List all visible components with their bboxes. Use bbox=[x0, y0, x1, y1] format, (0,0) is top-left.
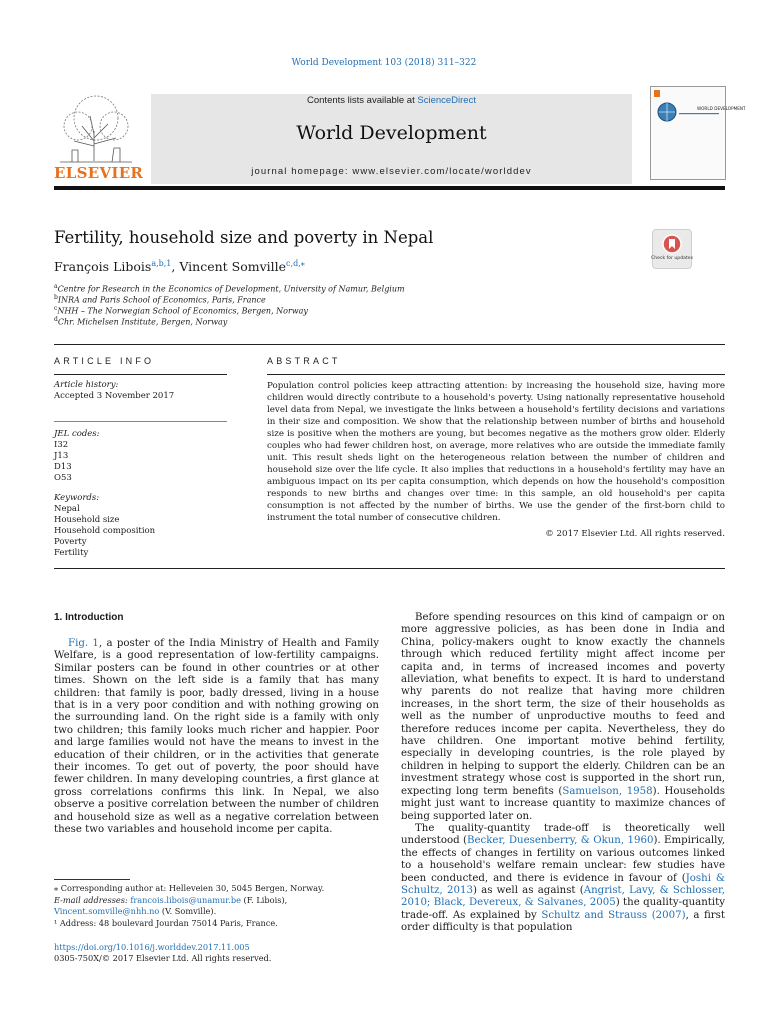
jel-code: I32 bbox=[54, 440, 69, 450]
text-run: Before spending resources on this kind of campaign or on more aggressive policies, as has been done in India and China, policy-makers ought to know exactly the channels through which reduced fertility might affect income per capita and, in terms of increased incomes and poverty alleviation, what benefits to expect. It is hard to understand why parents do not realize that having more children increases, in the short term, the size of their households as well as the number of unproductive mouths to feed and therefore reduces income per capita. Nevertheless, they do have children. One important motive behind fertility, especially in developing countries, is the role played by children in helping to support the elderly. Children can be an investment strategy whose cost is supported in the short run, expecting long term benefits ( bbox=[401, 612, 725, 797]
footnote-rule bbox=[54, 879, 130, 880]
journal-homepage[interactable]: journal homepage: www.elsevier.com/locate/worlddev bbox=[251, 166, 532, 177]
keyword: Household size bbox=[54, 515, 120, 525]
cover-title: WORLD DEVELOPMENT bbox=[697, 106, 746, 111]
sciencedirect-link[interactable]: ScienceDirect bbox=[417, 95, 476, 106]
doi-text[interactable]: https://doi.org/10.1016/j.worlddev.2017.11.005 bbox=[54, 942, 250, 952]
email-label: E-mail addresses: bbox=[54, 895, 131, 905]
text-run: ) the quality-quantity trade-off. As explained by bbox=[401, 897, 725, 921]
introduction-heading: 1. Introduction bbox=[54, 612, 124, 623]
author-libois[interactable]: François Libois bbox=[54, 259, 152, 275]
article-info-heading: ARTICLE INFO bbox=[54, 356, 155, 366]
becker-citation-link[interactable]: Becker, Duesenberry, & Okun, 1960 bbox=[467, 835, 654, 847]
fig1-link[interactable]: Fig. 1 bbox=[68, 638, 99, 649]
jel-code: O53 bbox=[54, 473, 72, 483]
check-for-updates-badge[interactable] bbox=[652, 229, 692, 269]
address-note: ¹ Address: 48 boulevard Jourdan 75014 Paris, France. bbox=[54, 918, 278, 928]
affil-text: Chr. Michelsen Institute, Bergen, Norway bbox=[57, 317, 228, 327]
doi-link[interactable] bbox=[54, 942, 250, 953]
affiliation-a bbox=[54, 283, 405, 294]
affiliation-b bbox=[54, 294, 266, 305]
email-owner: (F. Libois), bbox=[240, 895, 288, 905]
crossmark-label: Check for updates bbox=[651, 256, 693, 261]
intro-right-column bbox=[401, 612, 725, 935]
journal-name: World Development bbox=[296, 122, 487, 144]
jel-codes bbox=[54, 429, 100, 484]
history-label: Article history: bbox=[54, 380, 119, 390]
keyword: Nepal bbox=[54, 504, 80, 514]
affil-text: Centre for Research in the Economics of Development, University of Namur, Belgium bbox=[57, 284, 405, 294]
contents-prefix: Contents lists available at bbox=[307, 95, 418, 106]
email-libois-link[interactable]: francois.libois@unamur.be bbox=[130, 895, 241, 905]
samuelson-citation-link[interactable]: Samuelson, 1958 bbox=[562, 785, 653, 797]
joshi-citation-link[interactable]: Joshi & Schultz, 2013 bbox=[401, 872, 725, 896]
text-run: , a first order difficulty is that population bbox=[401, 909, 725, 934]
article-title: Fertility, household size and poverty in Nepal bbox=[54, 228, 434, 247]
email-note bbox=[54, 895, 380, 917]
article-history bbox=[54, 380, 174, 402]
email-somville-link[interactable]: Vincent.somville@nhh.no bbox=[54, 906, 160, 916]
issn-line: 0305-750X/© 2017 Elsevier Ltd. All rights reserved. bbox=[54, 953, 272, 963]
abstract-heading: ABSTRACT bbox=[267, 356, 341, 366]
affiliation-c bbox=[54, 305, 308, 316]
corresponding-author-note: ⁎ Corresponding author at: Helleveien 30, 5045 Bergen, Norway. bbox=[54, 883, 325, 893]
affil-mark: d bbox=[54, 316, 58, 323]
abstract-text: Population control policies keep attracting attention: by increasing the household size, having more children would directly contribute to a household's poverty. Using nationally representative household level data from Nepal, we investigate the links between a household's fertility decisions and variations in their size and composition. We show that the relationship between number of births and household size is positive when the mothers are young, but becomes negative as the mothers grow older. Elderly couples who had fewer children host, on average, more relatives who are outside the immediate family unit. This result sheds light on the heterogeneous relation between the number of children and household size over the life cycle. It also implies that reductions in a household's fertility may have an ambiguous impact on its per capita consumption, which depends on how the household's composition responds to new births and changes over time: in this sample, an old household's per capita consumption is not affected by the number of births. We use the gender of the first-born child to instrument the total number of consecutive children. bbox=[267, 381, 725, 523]
abstract-copyright: © 2017 Elsevier Ltd. All rights reserved. bbox=[545, 529, 725, 539]
jel-code: J13 bbox=[54, 451, 69, 461]
intro-paragraph-3 bbox=[401, 823, 725, 935]
contents-line bbox=[151, 95, 632, 106]
intro-p1-text: , a poster of the India Ministry of Health and Family Welfare, is a good representation of low-fertility campaigns. Similar posters can be found in other countries or at other times. Shown on the left side is a family that has many children: that family is poor, badly dressed, living in a house that is in a very poor condition and with nothing growing on the surrounding land. On the right side is a family with only two children; this family looks much richer and happier. Poor and large families would not have the means to invest in the education of their children, or in the activities that generate their incomes. To get out of poverty, the poor should have fewer children. In many developing countries, a first glance at gross correlations confirms this link. In Nepal, we also observe a positive correlation between the number of children and household size as well as a negative correlation between these two variables and household income per capita. bbox=[54, 638, 379, 836]
keywords bbox=[54, 493, 155, 559]
elsevier-wordmark: ELSEVIER bbox=[54, 164, 144, 182]
schultz-citation-link[interactable]: Schultz and Strauss (2007) bbox=[541, 909, 686, 921]
keyword: Poverty bbox=[54, 537, 87, 547]
text-run: ). Households might just want to increase quantity to maximize chances of being supported later on. bbox=[401, 785, 726, 822]
affil-mark: b bbox=[54, 294, 58, 301]
keyword: Fertility bbox=[54, 548, 89, 558]
jel-code: D13 bbox=[54, 462, 72, 472]
text-run: ) as well as against ( bbox=[472, 884, 584, 896]
keyword: Household composition bbox=[54, 526, 156, 536]
info-rule bbox=[54, 374, 227, 375]
intro-paragraph-1 bbox=[54, 638, 379, 837]
info-divider bbox=[54, 421, 227, 422]
author-somville-affil[interactable]: c,d,⁎ bbox=[286, 259, 305, 268]
angrist-citation-link[interactable]: Angrist, Lavy, & Schlosser, 2010; Black, Devereux, & Salvanes, 2005 bbox=[401, 884, 725, 909]
affil-text: NHH – The Norwegian School of Economics, Bergen, Norway bbox=[57, 306, 308, 316]
cover-globe-icon bbox=[651, 87, 746, 179]
history-value: Accepted 3 November 2017 bbox=[54, 391, 175, 401]
text-run: ). Empirically, the effects of changes in fertility on various outcomes linked to a household's welfare remain unclear: few studies have been conducted, and there is evidence in favour of ( bbox=[401, 835, 725, 884]
keywords-label: Keywords: bbox=[54, 493, 100, 503]
abstract-rule bbox=[267, 374, 725, 375]
intro-paragraph-2 bbox=[401, 612, 725, 823]
author-list bbox=[54, 259, 305, 274]
email-owner: (V. Somville). bbox=[159, 906, 217, 916]
text-run: The quality-quantity trade-off is theoretically well understood ( bbox=[401, 822, 725, 847]
author-separator: , bbox=[171, 259, 180, 275]
crossmark-icon bbox=[653, 230, 691, 268]
header-rule bbox=[54, 186, 725, 190]
intro-left-column bbox=[54, 638, 379, 837]
abstract-bottom-rule bbox=[54, 568, 725, 569]
author-libois-affil[interactable]: a,b,1 bbox=[151, 259, 172, 268]
affiliation-d bbox=[54, 316, 227, 327]
author-somville[interactable]: Vincent Somville bbox=[179, 259, 287, 275]
journal-cover-thumbnail bbox=[650, 86, 746, 180]
affil-mark: a bbox=[54, 283, 58, 290]
affil-text: INRA and Paris School of Economics, Paris, France bbox=[57, 295, 266, 305]
jel-label: JEL codes: bbox=[54, 429, 100, 439]
journal-citation[interactable]: World Development 103 (2018) 311–322 bbox=[291, 58, 477, 68]
affil-mark: c bbox=[54, 305, 58, 312]
section-rule bbox=[54, 344, 725, 345]
